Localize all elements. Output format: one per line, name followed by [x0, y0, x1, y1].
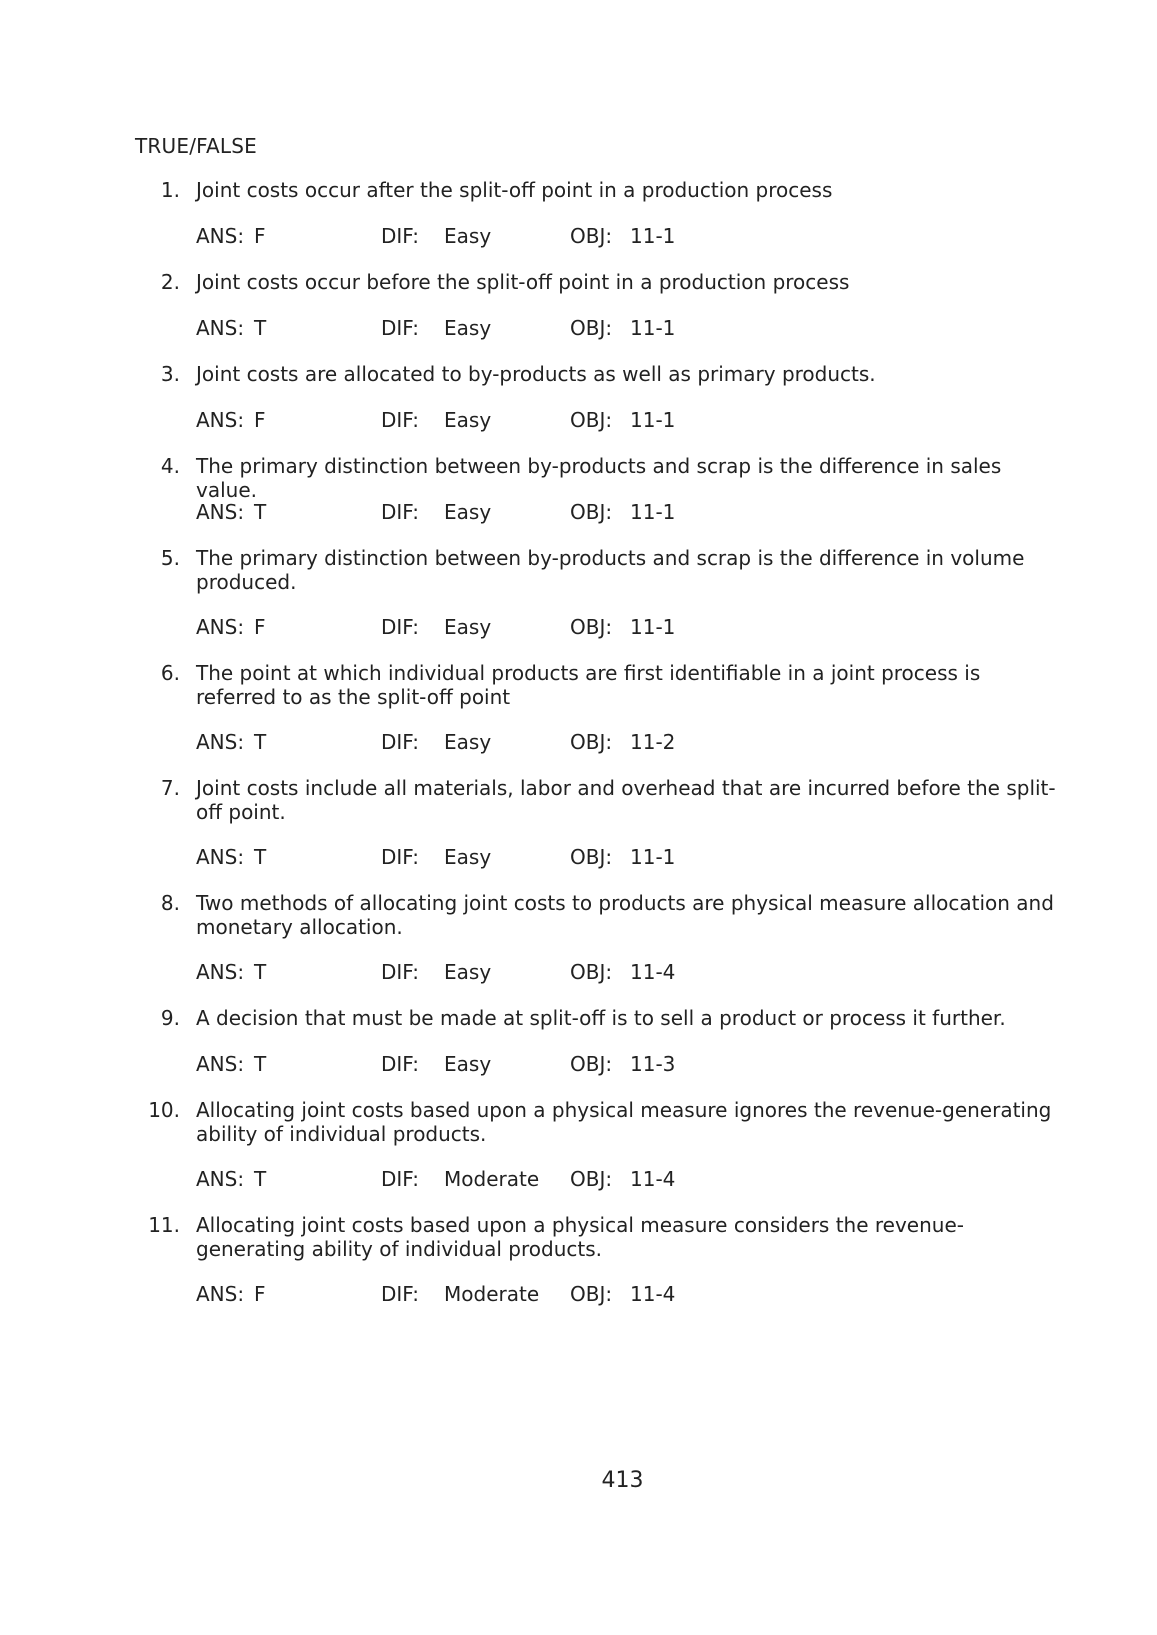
ans-value: T	[254, 960, 267, 984]
obj-value: 11-1	[630, 316, 676, 340]
dif-value: Moderate	[444, 1167, 540, 1191]
obj-value: 11-1	[630, 845, 676, 869]
ans-label: ANS:	[196, 730, 245, 754]
dif-label: DIF:	[381, 615, 419, 639]
dif-value: Easy	[444, 408, 492, 432]
question-text: The point at which individual products are first identifiable in a joint process is referred to as the split-off point	[196, 661, 981, 709]
obj-label: OBJ:	[570, 1052, 613, 1076]
obj-label: OBJ:	[570, 730, 613, 754]
ans-value: T	[254, 500, 267, 524]
ans-label: ANS:	[196, 1052, 245, 1076]
question-number: 9.	[160, 1006, 180, 1030]
dif-value: Easy	[444, 224, 492, 248]
question-number: 2.	[160, 270, 180, 294]
dif-value: Easy	[444, 845, 492, 869]
dif-label: DIF:	[381, 845, 419, 869]
obj-label: OBJ:	[570, 960, 613, 984]
question-number: 8.	[160, 891, 180, 915]
question-text: The primary distinction between by-products and scrap is the difference in volume produced.	[196, 546, 1025, 594]
obj-value: 11-4	[630, 1282, 676, 1306]
question-number: 3.	[160, 362, 180, 386]
obj-value: 11-4	[630, 960, 676, 984]
page-number: 413	[601, 1468, 644, 1493]
dif-value: Easy	[444, 960, 492, 984]
ans-label: ANS:	[196, 1167, 245, 1191]
question-text: Allocating joint costs based upon a physical measure ignores the revenue-generating ability of individual products.	[196, 1098, 1052, 1146]
obj-value: 11-1	[630, 224, 676, 248]
ans-label: ANS:	[196, 845, 245, 869]
obj-label: OBJ:	[570, 224, 613, 248]
question-text: Two methods of allocating joint costs to products are physical measure allocation and monetary allocation.	[196, 891, 1054, 939]
ans-label: ANS:	[196, 615, 245, 639]
question-text: Joint costs are allocated to by-products as well as primary products.	[196, 362, 876, 386]
dif-value: Easy	[444, 730, 492, 754]
obj-value: 11-4	[630, 1167, 676, 1191]
question-number: 4.	[160, 454, 180, 478]
ans-value: T	[254, 845, 267, 869]
ans-label: ANS:	[196, 960, 245, 984]
question-number: 1.	[160, 178, 180, 202]
ans-label: ANS:	[196, 316, 245, 340]
ans-value: F	[254, 615, 266, 639]
obj-value: 11-1	[630, 408, 676, 432]
dif-value: Easy	[444, 615, 492, 639]
obj-label: OBJ:	[570, 1167, 613, 1191]
ans-value: T	[254, 730, 267, 754]
obj-label: OBJ:	[570, 615, 613, 639]
dif-label: DIF:	[381, 730, 419, 754]
obj-label: OBJ:	[570, 316, 613, 340]
dif-value: Easy	[444, 1052, 492, 1076]
ans-value: T	[254, 316, 267, 340]
question-text: A decision that must be made at split-off is to sell a product or process it further.	[196, 1006, 1006, 1030]
obj-value: 11-1	[630, 500, 676, 524]
question-number: 7.	[160, 776, 180, 800]
dif-label: DIF:	[381, 500, 419, 524]
ans-value: T	[254, 1167, 267, 1191]
section-title: TRUE/FALSE	[135, 134, 257, 158]
question-text: Allocating joint costs based upon a physical measure considers the revenue-generating ability of individual products.	[196, 1213, 964, 1261]
dif-label: DIF:	[381, 1167, 419, 1191]
dif-value: Easy	[444, 316, 492, 340]
dif-value: Easy	[444, 500, 492, 524]
ans-label: ANS:	[196, 500, 245, 524]
ans-value: F	[254, 1282, 266, 1306]
dif-value: Moderate	[444, 1282, 540, 1306]
ans-label: ANS:	[196, 1282, 245, 1306]
dif-label: DIF:	[381, 224, 419, 248]
question-text: Joint costs include all materials, labor and overhead that are incurred before the split-off point.	[196, 776, 1056, 824]
question-text: The primary distinction between by-products and scrap is the difference in sales value.	[196, 454, 1002, 502]
obj-label: OBJ:	[570, 408, 613, 432]
question-text: Joint costs occur after the split-off point in a production process	[196, 178, 833, 202]
obj-value: 11-3	[630, 1052, 676, 1076]
question-number: 10.	[148, 1098, 180, 1122]
dif-label: DIF:	[381, 316, 419, 340]
obj-label: OBJ:	[570, 845, 613, 869]
question-number: 5.	[160, 546, 180, 570]
dif-label: DIF:	[381, 408, 419, 432]
ans-value: F	[254, 408, 266, 432]
obj-label: OBJ:	[570, 1282, 613, 1306]
question-text: Joint costs occur before the split-off point in a production process	[196, 270, 850, 294]
ans-value: T	[254, 1052, 267, 1076]
obj-label: OBJ:	[570, 500, 613, 524]
obj-value: 11-1	[630, 615, 676, 639]
ans-value: F	[254, 224, 266, 248]
dif-label: DIF:	[381, 1282, 419, 1306]
ans-label: ANS:	[196, 224, 245, 248]
dif-label: DIF:	[381, 960, 419, 984]
question-number: 11.	[148, 1213, 180, 1237]
dif-label: DIF:	[381, 1052, 419, 1076]
obj-value: 11-2	[630, 730, 676, 754]
ans-label: ANS:	[196, 408, 245, 432]
question-number: 6.	[160, 661, 180, 685]
